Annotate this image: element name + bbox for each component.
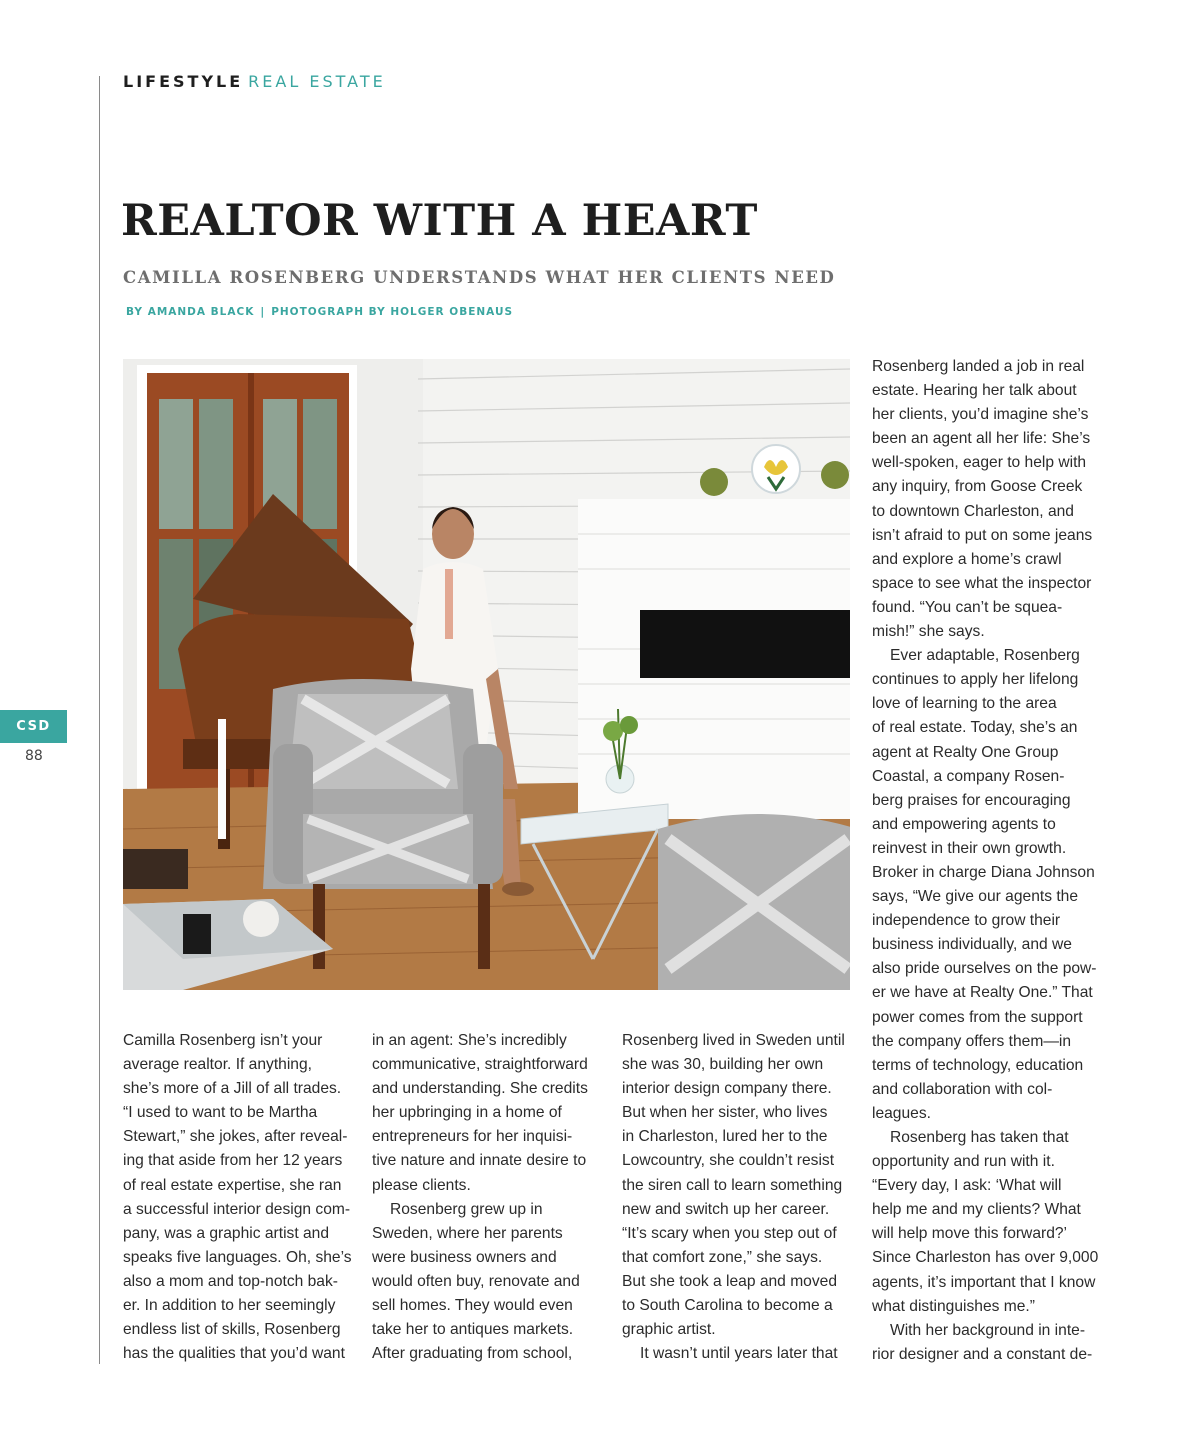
article-column-3 — [622, 1029, 862, 1366]
text-line: and collaboration with col- — [872, 1080, 1053, 1098]
text-line: rior designer and a constant de- — [872, 1345, 1093, 1363]
text-line: independence to grow their — [872, 912, 1061, 930]
text-line: Coastal, a company Rosen- — [872, 767, 1065, 785]
text-line: has the qualities that you’d want — [123, 1345, 345, 1363]
text-line: she was 30, building her own — [622, 1056, 824, 1074]
text-line: Camilla Rosenberg isn’t your — [123, 1032, 323, 1049]
text-line: It wasn’t until years later that — [640, 1345, 838, 1363]
text-line: in Charleston, lured her to the — [622, 1128, 828, 1146]
text-line: er. In addition to her seemingly — [123, 1297, 336, 1315]
text-line: in an agent: She’s incredibly — [372, 1032, 567, 1049]
text-line: help me and my clients? What — [872, 1201, 1081, 1219]
text-line: leagues. — [872, 1104, 931, 1122]
text-line: also pride ourselves on the pow- — [872, 960, 1097, 978]
text-line: sell homes. They would even — [372, 1297, 573, 1315]
paragraph — [872, 355, 1112, 644]
feature-photo — [123, 359, 850, 990]
text-line: her upbringing in a home of — [372, 1104, 562, 1122]
text-line: business individually, and we — [872, 936, 1072, 954]
text-line: of real estate expertise, she ran — [123, 1176, 342, 1194]
text-line: also a mom and top-notch bak- — [123, 1272, 338, 1290]
text-line: Ever adaptable, Rosenberg — [890, 647, 1080, 665]
text-line: her clients, you’d imagine she’s — [872, 406, 1089, 424]
text-line: and explore a home’s crawl — [872, 550, 1062, 568]
paragraph — [872, 1126, 1112, 1319]
byline-separator: | — [260, 306, 266, 318]
text-line: take her to antiques markets. — [372, 1321, 574, 1339]
text-line: well-spoken, eager to help with — [872, 454, 1087, 472]
text-line: reinvest in their own growth. — [872, 839, 1067, 857]
text-line: were business owners and — [372, 1248, 557, 1266]
paragraph — [372, 1029, 612, 1198]
text-line: of real estate. Today, she’s an — [872, 719, 1078, 737]
text-line: Rosenberg grew up in — [390, 1200, 543, 1218]
text-line: space to see what the inspector — [872, 574, 1092, 592]
text-line: what distinguishes me.” — [872, 1297, 1035, 1315]
section-tab: CSD — [0, 710, 67, 743]
text-line: “Every day, I ask: ‘What will — [872, 1177, 1062, 1195]
text-line: agents, it’s important that I know — [872, 1273, 1096, 1291]
paragraph — [372, 1198, 612, 1367]
text-line: opportunity and run with it. — [872, 1153, 1055, 1171]
text-line: love of learning to the area — [872, 695, 1057, 713]
text-line: Since Charleston has over 9,000 — [872, 1249, 1099, 1267]
page-number: 88 — [25, 748, 43, 764]
text-line: But when her sister, who lives — [622, 1104, 828, 1122]
byline — [126, 306, 513, 318]
text-line: she’s more of a Jill of all trades. — [123, 1080, 342, 1098]
text-line: speaks five languages. Oh, she’s — [123, 1248, 352, 1266]
section-label-light: REAL ESTATE — [248, 72, 386, 91]
paragraph — [872, 644, 1112, 1126]
text-line: to South Carolina to become a — [622, 1297, 833, 1315]
text-line: Rosenberg lived in Sweden until — [622, 1032, 845, 1049]
margin-rule — [99, 76, 100, 1364]
text-line: isn’t afraid to put on some jeans — [872, 526, 1093, 544]
text-line: er we have at Realty One.” That — [872, 984, 1093, 1002]
text-line: After graduating from school, — [372, 1345, 573, 1363]
text-line: the company offers them—in — [872, 1032, 1072, 1050]
text-line: ing that aside from her 12 years — [123, 1152, 343, 1170]
text-line: communicative, straightforward — [372, 1056, 588, 1074]
text-line: Lowcountry, she couldn’t resist — [622, 1152, 835, 1170]
article-column-2 — [372, 1029, 612, 1366]
text-line: tive nature and innate desire to — [372, 1152, 587, 1170]
text-line: berg praises for encouraging — [872, 791, 1071, 809]
living-room-illustration — [123, 359, 850, 990]
paragraph — [123, 1029, 363, 1366]
section-label-bold: LIFESTYLE — [123, 72, 244, 91]
text-line: please clients. — [372, 1176, 471, 1194]
text-line: average realtor. If anything, — [123, 1056, 312, 1074]
text-line: estate. Hearing her talk about — [872, 382, 1077, 400]
subheadline: CAMILLA ROSENBERG UNDERSTANDS WHAT HER CLIENTS NEED — [123, 268, 836, 287]
section-label — [123, 72, 386, 91]
text-line: Rosenberg landed a job in real — [872, 358, 1085, 375]
text-line: a successful interior design com- — [123, 1200, 351, 1218]
byline-author: BY AMANDA BLACK — [126, 306, 255, 318]
article-column-1 — [123, 1029, 363, 1366]
text-line: interior design company there. — [622, 1080, 832, 1098]
text-line: entrepreneurs for her inquisi- — [372, 1128, 573, 1146]
article-column-4 — [872, 355, 1112, 1367]
text-line: pany, was a graphic artist and — [123, 1224, 330, 1242]
text-line: Sweden, where her parents — [372, 1224, 563, 1242]
text-line: Broker in charge Diana Johnson — [872, 863, 1095, 881]
text-line: the siren call to learn something — [622, 1176, 843, 1194]
text-line: mish!” she says. — [872, 623, 985, 641]
text-line: agent at Realty One Group — [872, 743, 1059, 761]
headline: REALTOR WITH A HEART — [121, 196, 758, 246]
text-line: With her background in inte- — [890, 1321, 1086, 1339]
text-line: any inquiry, from Goose Creek — [872, 478, 1083, 496]
text-line: power comes from the support — [872, 1008, 1083, 1026]
text-line: would often buy, renovate and — [372, 1272, 580, 1290]
paragraph — [872, 1319, 1112, 1367]
text-line: “It’s scary when you step out of — [622, 1224, 837, 1242]
text-line: terms of technology, education — [872, 1056, 1084, 1074]
text-line: says, “We give our agents the — [872, 888, 1079, 906]
text-line: Stewart,” she jokes, after reveal- — [123, 1128, 348, 1146]
text-line: to downtown Charleston, and — [872, 502, 1074, 520]
byline-photo-credit: PHOTOGRAPH BY HOLGER OBENAUS — [271, 306, 514, 318]
paragraph — [622, 1342, 862, 1366]
text-line: been an agent all her life: She’s — [872, 430, 1091, 448]
paragraph — [622, 1029, 862, 1342]
text-line: found. “You can’t be squea- — [872, 598, 1063, 616]
text-line: Rosenberg has taken that — [890, 1129, 1069, 1146]
text-line: new and switch up her career. — [622, 1200, 830, 1218]
text-line: and understanding. She credits — [372, 1080, 588, 1098]
text-line: continues to apply her lifelong — [872, 671, 1079, 689]
text-line: But she took a leap and moved — [622, 1272, 837, 1290]
text-line: endless list of skills, Rosenberg — [123, 1321, 341, 1339]
text-line: will help move this forward?’ — [872, 1225, 1067, 1243]
text-line: and empowering agents to — [872, 815, 1056, 833]
text-line: that comfort zone,” she says. — [622, 1248, 823, 1266]
text-line: “I used to want to be Martha — [123, 1104, 318, 1122]
text-line: graphic artist. — [622, 1321, 716, 1339]
